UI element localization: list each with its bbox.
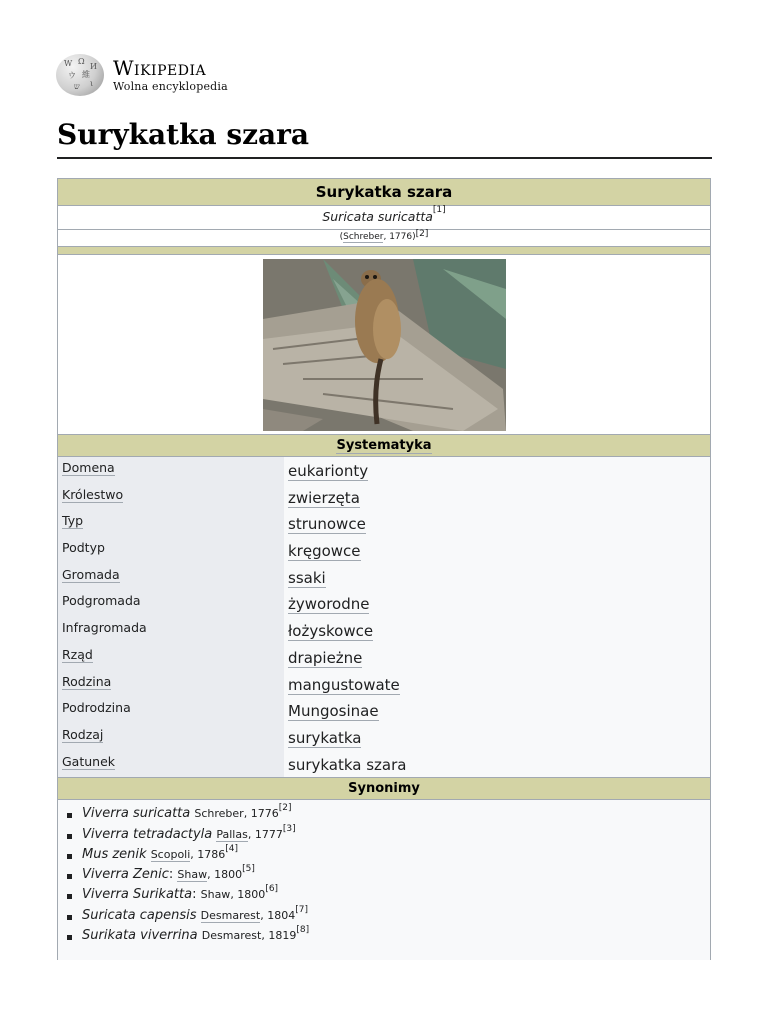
taxonomy-rank-cell [58, 644, 284, 671]
synonym-item [82, 885, 710, 905]
authority-row [58, 230, 710, 247]
taxonomy-value[interactable]: kręgowce [288, 542, 361, 561]
taxonomy-row [58, 510, 710, 537]
taxonomy-row [58, 457, 710, 484]
synonyms-list [58, 804, 710, 946]
synonym-year: , 1800 [230, 888, 266, 902]
taxonomy-rank-cell [58, 457, 284, 484]
taxonomy-value[interactable]: zwierzęta [288, 488, 360, 507]
systematics-header [58, 435, 710, 457]
synonym-item [82, 825, 710, 845]
synonym-author[interactable]: Desmarest [200, 908, 261, 922]
synonym-author[interactable]: Pallas [216, 827, 248, 841]
taxonomy-rank[interactable]: Domena [62, 460, 115, 475]
taxonomy-value-cell [284, 484, 710, 511]
systematics-link[interactable]: Systematyka [336, 438, 432, 453]
taxonomy-rank: Podrodzina [62, 700, 131, 716]
taxonomy-rank-cell [58, 510, 284, 537]
taxonomy-value-cell [284, 510, 710, 537]
taxonomy-row [58, 644, 710, 671]
synonym-name: Suricata capensis [82, 907, 197, 923]
wikipedia-wordmark: Wikipedia [113, 56, 207, 80]
taxonomy-row [58, 724, 710, 751]
taxonomy-row [58, 697, 710, 724]
taxonomy-rank-cell [58, 751, 284, 778]
synonym-author[interactable]: Scopoli [150, 847, 191, 861]
taxobox-header: Surykatka szara [58, 179, 710, 206]
taxonomy-value[interactable]: strunowce [288, 515, 366, 534]
taxonomy-rank-cell [58, 617, 284, 644]
taxonomy-rank-cell [58, 697, 284, 724]
taxonomy-row [58, 751, 710, 778]
synonym-item [82, 865, 710, 885]
header-spacer [58, 247, 710, 255]
reference-link[interactable]: [8] [296, 925, 310, 936]
wikipedia-tagline: Wolna encyklopedia [113, 80, 228, 93]
taxonomy-value: surykatka szara [288, 755, 407, 774]
synonym-year: , 1776 [243, 807, 279, 821]
taxonomy-value-cell [284, 671, 710, 698]
taxonomy-rank[interactable]: Gromada [62, 566, 120, 582]
synonym-item [82, 804, 710, 824]
taxonomy-value[interactable]: Mungosinae [288, 702, 379, 721]
synonym-year: , 1804 [260, 908, 296, 922]
taxonomy-row [58, 671, 710, 698]
taxobox [57, 178, 711, 960]
taxonomy-rank[interactable]: Rodzina [62, 673, 112, 689]
wikipedia-globe-icon: W Ω И ウ 維 ש ι [56, 54, 104, 96]
taxonomy-rank: Podtyp [62, 540, 105, 556]
reference-link[interactable]: [5] [242, 864, 255, 875]
taxonomy-row [58, 564, 710, 591]
wikipedia-logo[interactable] [56, 54, 228, 96]
synonym-item [82, 845, 710, 865]
synonym-item [82, 926, 710, 946]
taxonomy-value-cell [284, 724, 710, 751]
scientific-name: Suricata suricatta [322, 209, 433, 224]
synonyms-list-container [58, 800, 710, 960]
taxonomy-row [58, 484, 710, 511]
reference-link[interactable]: [6] [265, 884, 279, 895]
taxonomy-rank: Infragromada [62, 620, 147, 636]
synonym-separator: : [168, 867, 178, 883]
reference-link[interactable]: [4] [225, 843, 239, 854]
synonym-name: Surikata viverrina [82, 928, 198, 944]
taxonomy-value[interactable]: ssaki [288, 568, 326, 587]
synonym-author: Desmarest [201, 929, 262, 943]
taxonomy-rank-cell [58, 590, 284, 617]
reference-link[interactable]: [1] [432, 205, 446, 215]
taxonomy-row [58, 590, 710, 617]
taxonomy-rank: Podgromada [62, 593, 141, 609]
synonym-name: Mus zenik [82, 846, 147, 862]
synonym-separator: : [192, 887, 201, 903]
meerkat-photo[interactable] [263, 259, 506, 431]
taxonomy-value[interactable]: drapieżne [288, 648, 363, 667]
taxonomy-value-cell [284, 617, 710, 644]
synonyms-header: Synonimy [58, 777, 710, 800]
taxonomy-rank-cell [58, 537, 284, 564]
reference-link[interactable]: [2] [415, 229, 429, 239]
synonym-name: Viverra Zenic [82, 867, 169, 883]
taxonomy-rank[interactable]: Rząd [62, 646, 93, 662]
taxonomy-value[interactable]: mangustowate [288, 675, 400, 694]
taxonomy-row [58, 537, 710, 564]
taxonomy-rank-cell [58, 671, 284, 698]
scientific-name-row [58, 206, 710, 230]
taxonomy-value-cell [284, 644, 710, 671]
page-title: Surykatka szara [57, 118, 712, 159]
reference-link[interactable]: [7] [295, 904, 308, 915]
taxonomy-value-cell [284, 751, 710, 778]
taxonomy-value-cell [284, 564, 710, 591]
taxonomy-rank[interactable]: Gatunek [62, 753, 116, 769]
reference-link[interactable]: [3] [282, 823, 296, 834]
taxonomy-value-cell [284, 697, 710, 724]
taxonomy-row [58, 617, 710, 644]
taxonomy-rank-cell [58, 484, 284, 511]
image-row [58, 255, 710, 435]
taxonomy-table [58, 457, 710, 777]
taxonomy-rank-cell [58, 724, 284, 751]
synonym-name: Viverra Surikatta [82, 887, 193, 903]
taxonomy-rank[interactable]: Rodzaj [62, 726, 104, 742]
taxonomy-value-cell [284, 457, 710, 484]
authority-paren: ( [339, 232, 344, 242]
taxonomy-value-cell [284, 537, 710, 564]
taxonomy-value-cell [284, 590, 710, 617]
taxonomy-value[interactable]: żyworodne [288, 595, 370, 614]
reference-link[interactable]: [2] [278, 803, 292, 814]
synonym-year: , 1800 [207, 868, 243, 882]
authority-link[interactable]: Schreber [343, 232, 384, 242]
synonym-year: , 1819 [261, 929, 297, 943]
synonym-author: Shaw [200, 888, 231, 902]
synonym-author: Schreber [194, 807, 244, 821]
taxonomy-value[interactable]: eukarionty [288, 462, 369, 480]
synonym-name: Viverra tetradactyla [82, 826, 213, 842]
taxonomy-rank-cell [58, 564, 284, 591]
taxonomy-rank[interactable]: Królestwo [62, 486, 124, 502]
taxonomy-value[interactable]: łożyskowce [288, 622, 374, 641]
synonym-name: Viverra suricatta [82, 806, 191, 822]
synonym-item [82, 906, 710, 926]
synonym-year: , 1786 [190, 847, 226, 861]
authority-year: , 1776) [383, 232, 416, 242]
taxonomy-value[interactable]: surykatka [288, 728, 362, 747]
taxonomy-rank[interactable]: Typ [62, 513, 84, 529]
synonym-year: , 1777 [247, 827, 283, 841]
synonym-author[interactable]: Shaw [177, 868, 208, 882]
